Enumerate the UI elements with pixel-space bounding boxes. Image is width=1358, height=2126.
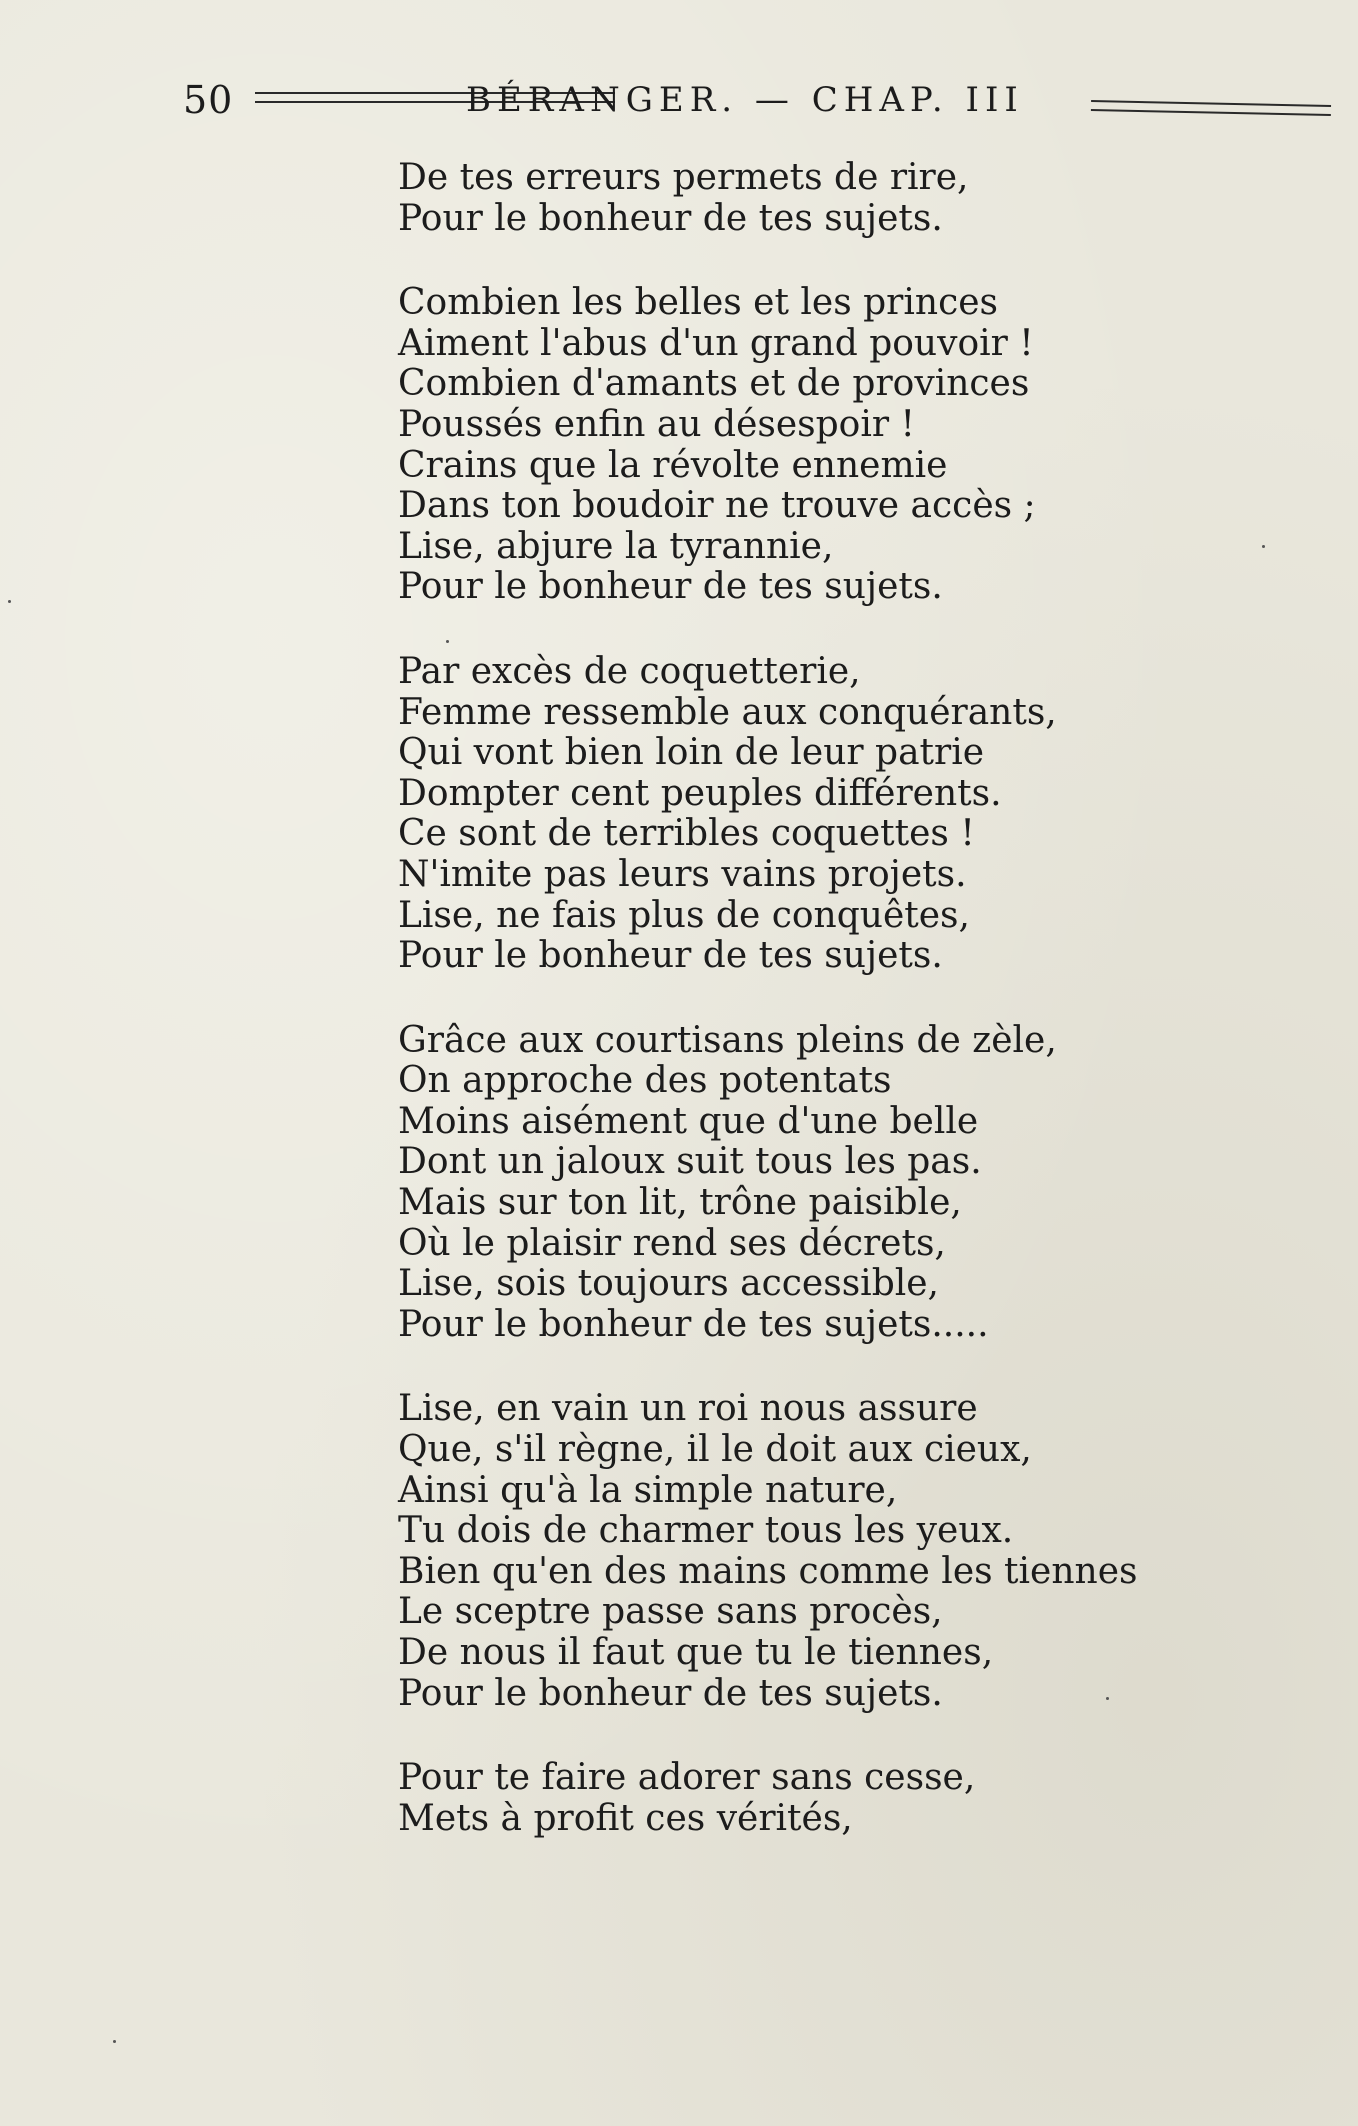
verse-line: Aiment l'abus d'un grand pouvoir !	[398, 322, 1034, 364]
verse-line: Pour le bonheur de tes sujets.....	[398, 1303, 989, 1345]
verse-line: Lise, sois toujours accessible,	[398, 1263, 940, 1305]
verse-line: Moins aisément que d'une belle	[398, 1100, 979, 1142]
verse-line: Lise, ne fais plus de conquêtes,	[398, 894, 970, 936]
running-title: BÉRANGER. — CHAP. III	[466, 80, 1024, 120]
verse-line: Mets à profit ces vérités,	[398, 1797, 853, 1839]
verse-line: Lise, en vain un roi nous assure	[398, 1388, 978, 1430]
verse-line: Bien qu'en des mains comme les tiennes	[398, 1550, 1138, 1592]
verse-line: Pour le bonheur de tes sujets.	[398, 935, 943, 977]
verse-line: Pour le bonheur de tes sujets.	[398, 1672, 943, 1714]
stanza	[398, 1389, 1298, 1714]
stanza	[398, 283, 1298, 608]
stanza	[398, 1021, 1298, 1346]
stanza	[398, 652, 1298, 977]
verse-line: Que, s'il règne, il le doit aux cieux,	[398, 1429, 1032, 1471]
paper-speck	[1262, 545, 1265, 548]
stanza	[398, 158, 1298, 239]
verse-line: Pour te faire adorer sans cesse,	[398, 1757, 976, 1799]
running-header	[183, 78, 1333, 128]
verse-line: Ce sont de terribles coquettes !	[398, 813, 975, 855]
verse-line: Dompter cent peuples différents.	[398, 772, 1002, 814]
verse-line: On approche des potentats	[398, 1060, 892, 1102]
verse-line: Tu dois de charmer tous les yeux.	[398, 1510, 1014, 1552]
verse-line: Dont un jaloux suit tous les pas.	[398, 1141, 982, 1183]
verse-line: Pour le bonheur de tes sujets.	[398, 197, 943, 239]
verse-line: N'imite pas leurs vains projets.	[398, 853, 967, 895]
verse-line: Lise, abjure la tyrannie,	[398, 525, 834, 567]
paper-speck	[446, 640, 449, 643]
header-rule-right	[1091, 100, 1331, 116]
stanza	[398, 1758, 1298, 1839]
paper-speck	[1106, 1697, 1109, 1700]
verse-line: Pour le bonheur de tes sujets.	[398, 566, 943, 608]
verse-line: Qui vont bien loin de leur patrie	[398, 732, 985, 774]
verse-line: Par excès de coquetterie,	[398, 650, 861, 692]
verse-line: Où le plaisir rend ses décrets,	[398, 1222, 946, 1264]
verse-line: De tes erreurs permets de rire,	[398, 157, 969, 198]
verse-line: Dans ton boudoir ne trouve accès ;	[398, 485, 1036, 527]
verse-line: Crains que la révolte ennemie	[398, 444, 948, 486]
poem-text	[398, 158, 1298, 1883]
page-number: 50	[183, 78, 234, 122]
verse-line: De nous il faut que tu le tiennes,	[398, 1632, 994, 1673]
verse-line: Grâce aux courtisans pleins de zèle,	[398, 1019, 1057, 1061]
paper-speck	[113, 2040, 116, 2043]
paper-speck	[8, 600, 11, 603]
verse-line: Mais sur ton lit, trône paisible,	[398, 1182, 962, 1224]
verse-line: Combien les belles et les princes	[398, 282, 999, 324]
verse-line: Combien d'amants et de provinces	[398, 363, 1030, 405]
verse-line: Femme ressemble aux conquérants,	[398, 691, 1057, 733]
verse-line: Le sceptre passe sans procès,	[398, 1591, 943, 1633]
verse-line: Ainsi qu'à la simple nature,	[398, 1469, 898, 1511]
verse-line: Poussés enfin au désespoir !	[398, 403, 915, 445]
